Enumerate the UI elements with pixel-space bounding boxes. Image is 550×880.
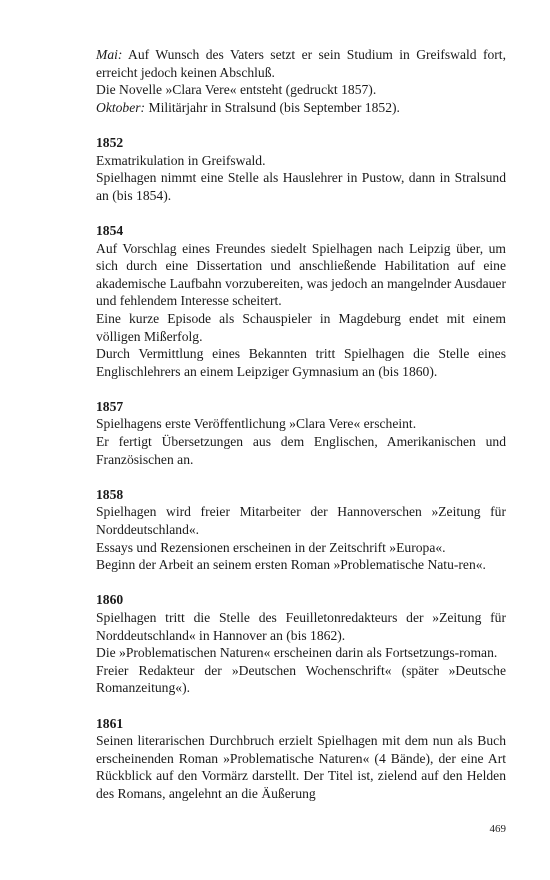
entry-paragraph: Er fertigt Übersetzungen aus dem Englischen, Amerikanischen und Französischen an.	[96, 434, 506, 467]
year-heading: 1857	[96, 398, 124, 414]
entry-paragraph: Beginn der Arbeit an seinem ersten Roman »Problematische Natu-ren«.	[96, 557, 486, 573]
section-1852	[96, 134, 506, 204]
intro-block	[96, 46, 506, 116]
intro-text: Militärjahr in Stralsund (bis September 1852).	[145, 99, 400, 115]
intro-text: Die Novelle »Clara Vere« entsteht (gedruckt 1857).	[96, 82, 377, 98]
section-1860	[96, 591, 506, 697]
year-heading: 1854	[96, 222, 124, 238]
entry-paragraph: Durch Vermittlung eines Bekannten tritt Spielhagen die Stelle eines Englischlehrers an einem Leipziger Gymnasium an (bis 1860).	[96, 346, 506, 379]
entry-paragraph: Essays und Rezensionen erscheinen in der Zeitschrift »Europa«.	[96, 539, 446, 555]
document-body	[96, 46, 506, 803]
intro-text: Auf Wunsch des Vaters setzt er sein Studium in Greifswald fort, erreicht jedoch keinen Abschluß.	[96, 47, 506, 80]
entry-paragraph: Spielhagen wird freier Mitarbeiter der Hannoverschen »Zeitung für Norddeutschland«.	[96, 504, 506, 538]
month-label: Oktober:	[96, 99, 146, 115]
intro-line-novelle	[96, 81, 506, 99]
section-1854	[96, 222, 506, 380]
year-heading: 1858	[96, 486, 124, 502]
section-1858	[96, 486, 506, 574]
entry-paragraph: Seinen literarischen Durchbruch erzielt Spielhagen mit dem nun als Buch erscheinenden Roman »Problematische Naturen« (4 Bände), der eine Art Rückblick auf den Vormärz darstellt. Der Titel ist, zielend auf den Helden des Romans, angelehnt an die Äußerung	[96, 733, 506, 801]
section-1857	[96, 398, 506, 468]
year-heading: 1861	[96, 715, 124, 731]
entry-paragraph: Die »Problematischen Naturen« erscheinen darin als Fortsetzungs-roman.	[96, 645, 498, 661]
year-heading: 1860	[96, 592, 124, 608]
year-heading: 1852	[96, 134, 124, 150]
entry-paragraph: Eine kurze Episode als Schauspieler in Magdeburg endet mit einem völligen Mißerfolg.	[96, 310, 506, 344]
entry-paragraph: Freier Redakteur der »Deutschen Wochenschrift« (später »Deutsche Romanzeitung«).	[96, 662, 506, 696]
entry-paragraph: Auf Vorschlag eines Freundes siedelt Spielhagen nach Leipzig über, um sich durch eine Dissertation und anschließende Habilitation auf eine akademische Laufbahn vorzubereiten, was jedoch an mangelnder Ausdauer und fehlendem Interesse scheitert.	[96, 240, 506, 309]
page-number: 469	[489, 823, 506, 835]
entry-paragraph: Spielhagen tritt die Stelle des Feuilletonredakteurs der »Zeitung für Norddeutschland« in Hannover an (bis 1862).	[96, 610, 506, 643]
entry-paragraph: Spielhagen nimmt eine Stelle als Hauslehrer in Pustow, dann in Stralsund an (bis 1854).	[96, 170, 506, 203]
intro-line-oktober	[96, 99, 506, 117]
month-label: Mai:	[96, 47, 123, 62]
entry-paragraph: Spielhagens erste Veröffentlichung »Clara Vere« erscheint.	[96, 416, 417, 432]
section-1861	[96, 715, 506, 803]
intro-line-mai	[96, 46, 506, 81]
entry-paragraph: Exmatrikulation in Greifswald.	[96, 152, 266, 168]
